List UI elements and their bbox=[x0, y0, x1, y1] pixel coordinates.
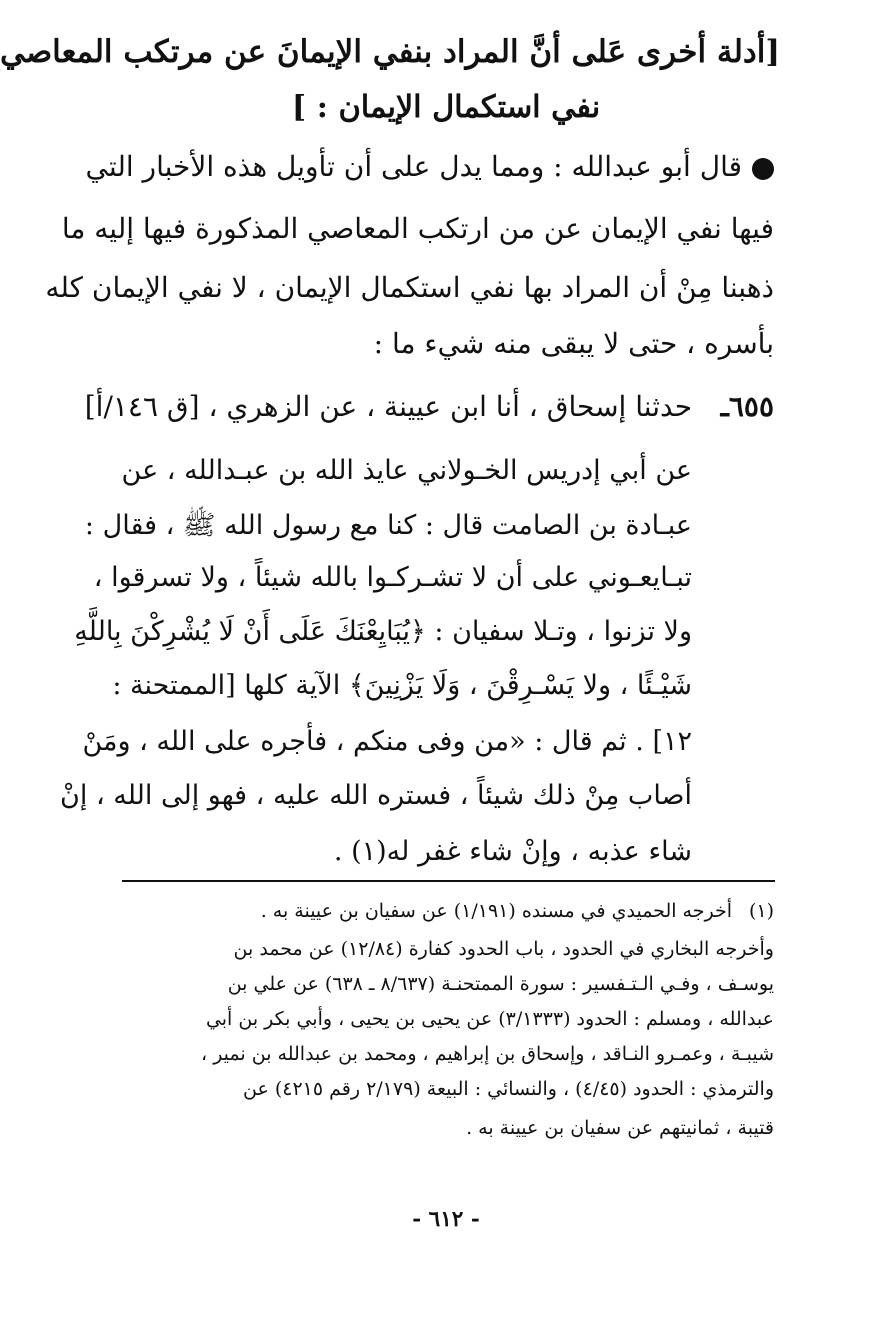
section-heading-line-1: [أدلة أخرى عَلى أنَّ المراد بنفي الإيمانَ عن مرتكب المعاصي bbox=[0, 34, 780, 70]
footnote-line: يوسـف ، وفـي الـتـفسير : سورة الممتحنـة (٨/٦٣٧ ـ ٦٣٨) عن علي بن bbox=[227, 973, 774, 995]
hadith-line: شاء عذبه ، وإنْ شاء غفر له(١) . bbox=[333, 836, 692, 867]
paragraph-text: قال أبو عبدالله : ومما يدل على أن تأويل هذه الأخبار التي bbox=[85, 150, 742, 183]
hadith-line: تبـايعـوني على أن لا تشـركـوا بالله شيئاً ، ولا تسرقوا ، bbox=[93, 562, 692, 593]
hadith-line: ولا تزنوا ، وتـلا سفيان : ﴿يُبَايِعْنَكَ عَلَى أَنْ لَا يُشْرِكْنَ بِاللَّهِ bbox=[74, 616, 692, 647]
hadith-line: شَيْـئًا ، ولا يَسْـرِقْنَ ، وَلَا يَزْنِينَ﴾ الآية كلها [الممتحنة : bbox=[112, 670, 692, 701]
bullet-icon bbox=[752, 158, 774, 180]
paragraph-line: ذهبنا مِنْ أن المراد بها نفي استكمال الإيمان ، لا نفي الإيمان كله bbox=[45, 271, 774, 304]
paragraph-line bbox=[86, 150, 774, 183]
hadith-first-line: حدثنا إسحاق ، أنا ابن عيينة ، عن الزهري ، [ق ١٤٦/أ] bbox=[84, 390, 692, 423]
footnote-line: وأخرجه البخاري في الحدود ، باب الحدود كفارة (١٢/٨٤) عن محمد بن bbox=[233, 938, 774, 960]
footnote-line: والترمذي : الحدود (٤/٤٥) ، والنسائي : البيعة (٢/١٧٩ رقم ٤٢١٥) عن bbox=[243, 1078, 774, 1100]
footnote-marker: (١) bbox=[748, 900, 774, 922]
paragraph-line: فيها نفي الإيمان عن من ارتكب المعاصي المذكورة فيها إليه ما bbox=[61, 212, 774, 245]
hadith-line: ١٢] . ثم قال : «من وفى منكم ، فأجره على الله ، ومَنْ bbox=[82, 726, 692, 757]
hadith-line: أصاب مِنْ ذلك شيئاً ، فستره الله عليه ، فهو إلى الله ، إنْ bbox=[60, 780, 692, 811]
paragraph-line: بأسره ، حتى لا يبقى منه شيء ما : bbox=[373, 327, 774, 360]
section-heading-line-2: نفي استكمال الإيمان : ] bbox=[291, 90, 601, 125]
hadith-number: ٦٥٥ـ bbox=[720, 390, 774, 423]
page-number: - ٦١٢ - bbox=[412, 1207, 480, 1232]
footnote-line: قتيبة ، ثمانيتهم عن سفيان بن عيينة به . bbox=[466, 1117, 774, 1139]
footnote-line: عبدالله ، ومسلم : الحدود (٣/١٣٣٣) عن يحيى بن يحيى ، وأبي بكر بن أبي bbox=[205, 1008, 774, 1030]
footnote-separator bbox=[122, 880, 775, 882]
hadith-line: عن أبي إدريس الخـولاني عايذ الله بن عبـدالله ، عن bbox=[121, 455, 692, 486]
hadith-line: عبـادة بن الصامت قال : كنا مع رسول الله ﷺ ، فقال : bbox=[84, 510, 692, 541]
footnote-line: أخرجه الحميدي في مسنده (١/١٩١) عن سفيان بن عيينة به . bbox=[260, 900, 732, 922]
footnote-line: شيبـة ، وعمـرو النـاقد ، وإسحاق بن إبراهيم ، ومحمد بن عبدالله بن نمير ، bbox=[201, 1043, 774, 1065]
